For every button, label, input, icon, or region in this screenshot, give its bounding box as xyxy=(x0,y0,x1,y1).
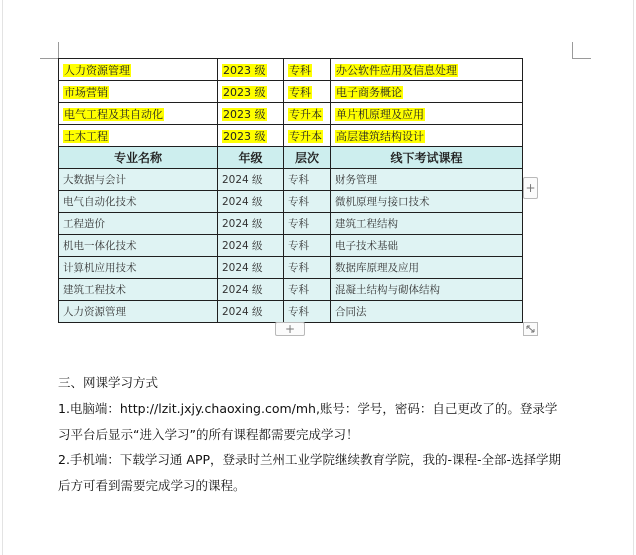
table-cell[interactable]: 专科 xyxy=(284,301,331,323)
table-cell[interactable]: 合同法 xyxy=(331,301,523,323)
table-cell[interactable]: 2024 级 xyxy=(218,191,284,213)
table-cell[interactable]: 专科 xyxy=(284,279,331,301)
table-cell[interactable]: 电气工程及其自动化 xyxy=(59,103,218,125)
paragraph-mobile-line2: 后方可看到需要完成学习的课程。 xyxy=(58,478,246,493)
table-cell[interactable]: 专科 xyxy=(284,169,331,191)
table-cell[interactable]: 人力资源管理 xyxy=(59,301,218,323)
table-cell[interactable]: 建筑工程结构 xyxy=(331,213,523,235)
table-cell[interactable]: 2024 级 xyxy=(218,257,284,279)
table-cell[interactable]: 专科 xyxy=(284,191,331,213)
plus-icon: + xyxy=(284,322,296,336)
table-cell[interactable]: 工程造价 xyxy=(59,213,218,235)
table-cell[interactable]: 电气自动化技术 xyxy=(59,191,218,213)
table-cell[interactable]: 2023 级 xyxy=(218,59,284,81)
table-cell[interactable]: 高层建筑结构设计 xyxy=(331,125,523,147)
table-cell[interactable]: 单片机原理及应用 xyxy=(331,103,523,125)
table-row xyxy=(59,59,523,81)
table-row xyxy=(59,191,523,213)
column-header-grade[interactable]: 年级 xyxy=(218,147,284,169)
table-cell[interactable]: 2024 级 xyxy=(218,169,284,191)
plus-icon: + xyxy=(525,181,536,195)
page-edge-right xyxy=(633,0,634,555)
table-cell[interactable]: 2024 级 xyxy=(218,213,284,235)
table-cell[interactable]: 市场营销 xyxy=(59,81,218,103)
table-cell[interactable]: 数据库原理及应用 xyxy=(331,257,523,279)
table-cell[interactable]: 财务管理 xyxy=(331,169,523,191)
table-row xyxy=(59,235,523,257)
add-row-button[interactable] xyxy=(275,322,305,336)
table-row xyxy=(59,169,523,191)
section-heading: 三、网课学习方式 xyxy=(58,375,159,390)
page-edge-left xyxy=(2,0,3,555)
table-cell[interactable]: 2023 级 xyxy=(218,125,284,147)
paragraph-mobile-line1: 2.手机端：下载学习通 APP，登录时兰州工业学院继续教育学院，我的-课程-全部-选择学期 xyxy=(58,452,562,467)
table-cell[interactable]: 2024 级 xyxy=(218,301,284,323)
table-cell[interactable]: 专科 xyxy=(284,59,331,81)
table-cell[interactable]: 微机原理与接口技术 xyxy=(331,191,523,213)
table-cell[interactable]: 土木工程 xyxy=(59,125,218,147)
table-cell[interactable]: 2024 级 xyxy=(218,235,284,257)
table-cell[interactable]: 专科 xyxy=(284,81,331,103)
course-table xyxy=(58,58,523,323)
table-resize-handle[interactable] xyxy=(523,322,538,336)
table-cell[interactable]: 机电一体化技术 xyxy=(59,235,218,257)
add-column-button[interactable] xyxy=(523,177,538,199)
table-row xyxy=(59,301,523,323)
column-header-major[interactable]: 专业名称 xyxy=(59,147,218,169)
table-row xyxy=(59,125,523,147)
table-cell[interactable]: 专升本 xyxy=(284,103,331,125)
table-cell[interactable]: 2023 级 xyxy=(218,81,284,103)
table-cell[interactable]: 2024 级 xyxy=(218,279,284,301)
table-cell[interactable]: 建筑工程技术 xyxy=(59,279,218,301)
table-cell[interactable]: 电子技术基础 xyxy=(331,235,523,257)
table-cell[interactable]: 混凝土结构与砌体结构 xyxy=(331,279,523,301)
table-cell[interactable]: 电子商务概论 xyxy=(331,81,523,103)
table-cell[interactable]: 专科 xyxy=(284,257,331,279)
table-cell[interactable]: 专科 xyxy=(284,235,331,257)
table-cell[interactable]: 2023 级 xyxy=(218,103,284,125)
column-header-level[interactable]: 层次 xyxy=(284,147,331,169)
column-header-exam-course[interactable]: 线下考试课程 xyxy=(331,147,523,169)
table-cell[interactable]: 办公软件应用及信息处理 xyxy=(331,59,523,81)
table-row xyxy=(59,81,523,103)
paragraph-pc-line2: 习平台后显示“进入学习”的所有课程都需要完成学习！ xyxy=(58,427,359,442)
paragraph-pc-line1: 1.电脑端：http://lzit.jxjy.chaoxing.com/mh,账号：学号，密码：自己更改了的。登录学 xyxy=(58,401,558,416)
crop-mark-top-right xyxy=(572,42,591,59)
table-cell[interactable]: 大数据与会计 xyxy=(59,169,218,191)
resize-icon xyxy=(525,324,536,334)
table-row xyxy=(59,279,523,301)
table-header-row xyxy=(59,147,523,169)
table-cell[interactable]: 计算机应用技术 xyxy=(59,257,218,279)
table-cell[interactable]: 专科 xyxy=(284,213,331,235)
crop-mark-top-left xyxy=(40,42,59,59)
table-row xyxy=(59,213,523,235)
table-cell[interactable]: 专升本 xyxy=(284,125,331,147)
table-cell[interactable]: 人力资源管理 xyxy=(59,59,218,81)
table-row xyxy=(59,103,523,125)
table-row xyxy=(59,257,523,279)
